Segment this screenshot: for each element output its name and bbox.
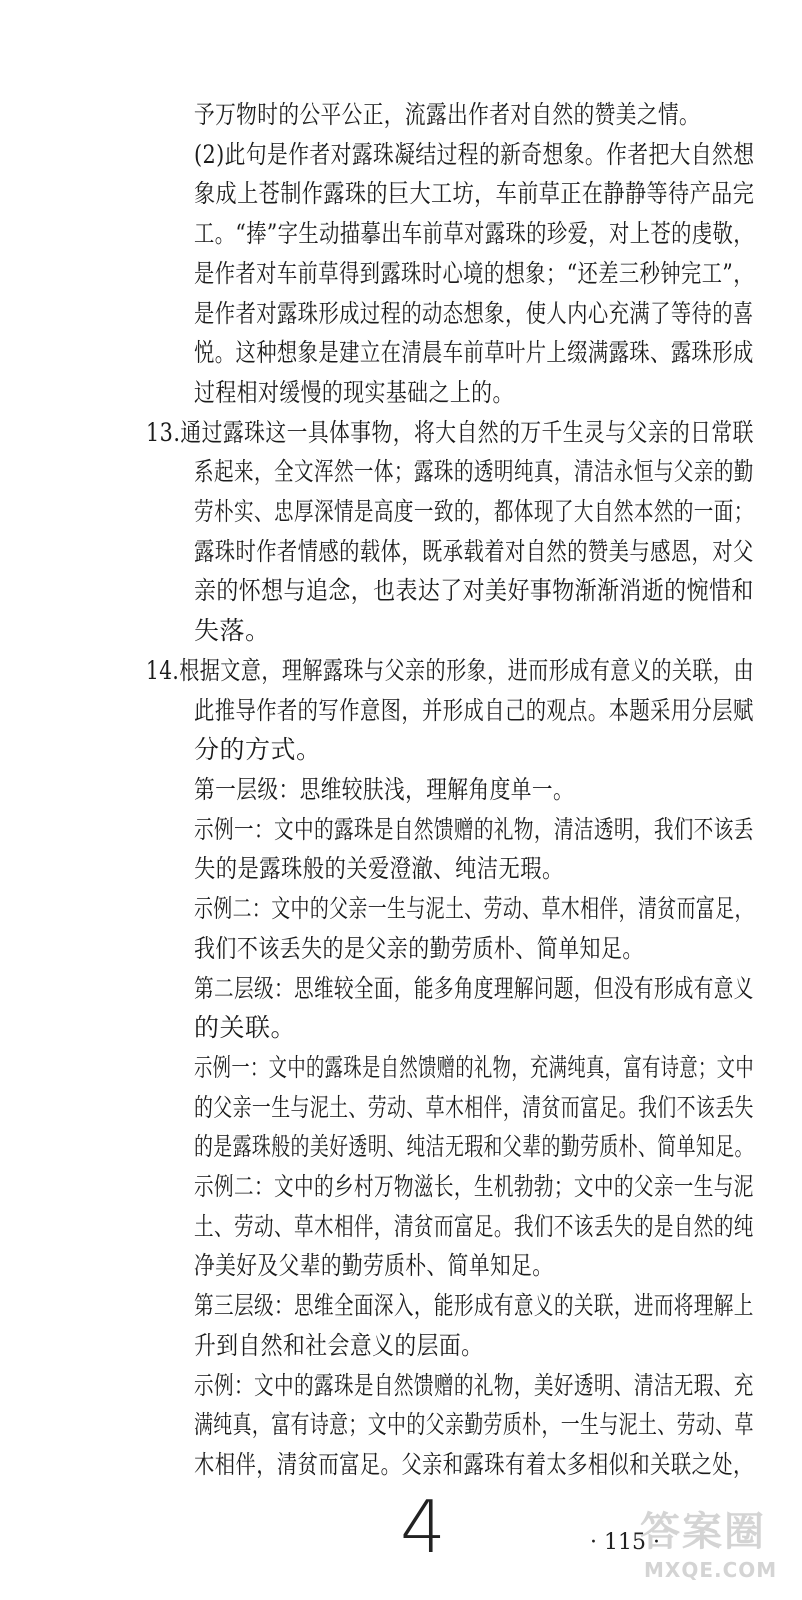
text-line: 满纯真，富有诗意；文中的父亲勤劳质朴，一生与泥土、劳动、草: [194, 1410, 754, 1439]
text-line: 的是露珠般的美好透明、纯洁无瑕和父辈的勤劳质朴、简单知足。: [194, 1132, 754, 1161]
text-line: 分的方式。: [194, 735, 322, 764]
text-line: 工。“捧”字生动描摹出车前草对露珠的珍爱，对上苍的虔敬，: [194, 219, 754, 248]
text-line: 土、劳动、草木相伴，清贫而富足。我们不该丢失的是自然的纯: [194, 1212, 754, 1241]
text-line: 是作者对车前草得到露珠时心境的想象；“还差三秒钟完工”，: [194, 259, 754, 288]
text-line: 示例：文中的露珠是自然馈赠的礼物，美好透明、清洁无瑕、充: [194, 1371, 754, 1400]
text-line: 象成上苍制作露珠的巨大工坊，车前草正在静静等待产品完: [194, 179, 755, 208]
text-line: 的关联。: [194, 1013, 297, 1042]
text-line: 系起来，全文浑然一体；露珠的透明纯真，清洁永恒与父亲的勤: [194, 457, 754, 486]
page-number: · 115 ·: [590, 1530, 660, 1555]
text-line: 予万物时的公平公正，流露出作者对自然的赞美之情。: [194, 100, 701, 129]
text-line: 第二层级：思维较全面，能多角度理解问题，但没有形成有意义: [194, 974, 754, 1003]
text-line: 木相伴，清贫而富足。父亲和露珠有着太多相似和关联之处，: [194, 1450, 754, 1479]
text-line: 升到自然和社会意义的层面。: [194, 1331, 484, 1360]
text-line: 示例二：文中的父亲一生与泥土、劳动、草木相伴，清贫而富足，: [194, 894, 754, 923]
text-line: 第一层级：思维较肤浅，理解角度单一。: [194, 775, 575, 804]
text-line: 示例一：文中的露珠是自然馈赠的礼物，充满纯真，富有诗意；文中: [194, 1053, 754, 1082]
text-line: 悦。这种想象是建立在清晨车前草叶片上缀满露珠、露珠形成: [194, 338, 754, 367]
text-line: 13.通过露珠这一具体事物，将大自然的万千生灵与父亲的日常联: [146, 418, 754, 447]
text-line: 第三层级：思维全面深入，能形成有意义的关联，进而将理解上: [194, 1291, 754, 1320]
text-line: 劳朴实、忠厚深情是高度一致的，都体现了大自然本然的一面；: [194, 497, 754, 526]
text-line: 过程相对缓慢的现实基础之上的。: [194, 378, 514, 407]
text-line: 亲的怀想与追念，也表达了对美好事物渐渐消逝的惋惜和: [194, 576, 754, 605]
handwritten-mark: 4: [400, 1485, 446, 1569]
text-line: 是作者对露珠形成过程的动态想象，使人内心充满了等待的喜: [194, 299, 754, 328]
text-line: 我们不该丢失的是父亲的勤劳质朴、简单知足。: [194, 934, 644, 963]
text-line: 14.根据文意，理解露珠与父亲的形象，进而形成有意义的关联，由: [146, 656, 754, 685]
text-line: 失落。: [194, 616, 271, 645]
text-line: 失的是露珠般的关爱澄澈、纯洁无瑕。: [194, 854, 564, 883]
text-line: 净美好及父辈的勤劳质朴、简单知足。: [194, 1251, 554, 1280]
text-line: 露珠时作者情感的载体，既承载着对自然的赞美与感恩，对父: [194, 537, 754, 566]
text-line: (2)此句是作者对露珠凝结过程的新奇想象。作者把大自然想: [194, 140, 755, 169]
watermark-logo: [640, 1500, 790, 1590]
text-line: 示例一：文中的露珠是自然馈赠的礼物，清洁透明，我们不该丢: [194, 815, 754, 844]
text-line: 示例二：文中的乡村万物滋长，生机勃勃；文中的父亲一生与泥: [194, 1172, 754, 1201]
watermark-url: MXQE.COM: [644, 1558, 778, 1582]
text-line: 的父亲一生与泥土、劳动、草木相伴，清贫而富足。我们不该丢失: [194, 1093, 754, 1122]
watermark-logo-text: 答案圈: [640, 1509, 766, 1555]
text-line: 此推导作者的写作意图，并形成自己的观点。本题采用分层赋: [194, 696, 754, 725]
